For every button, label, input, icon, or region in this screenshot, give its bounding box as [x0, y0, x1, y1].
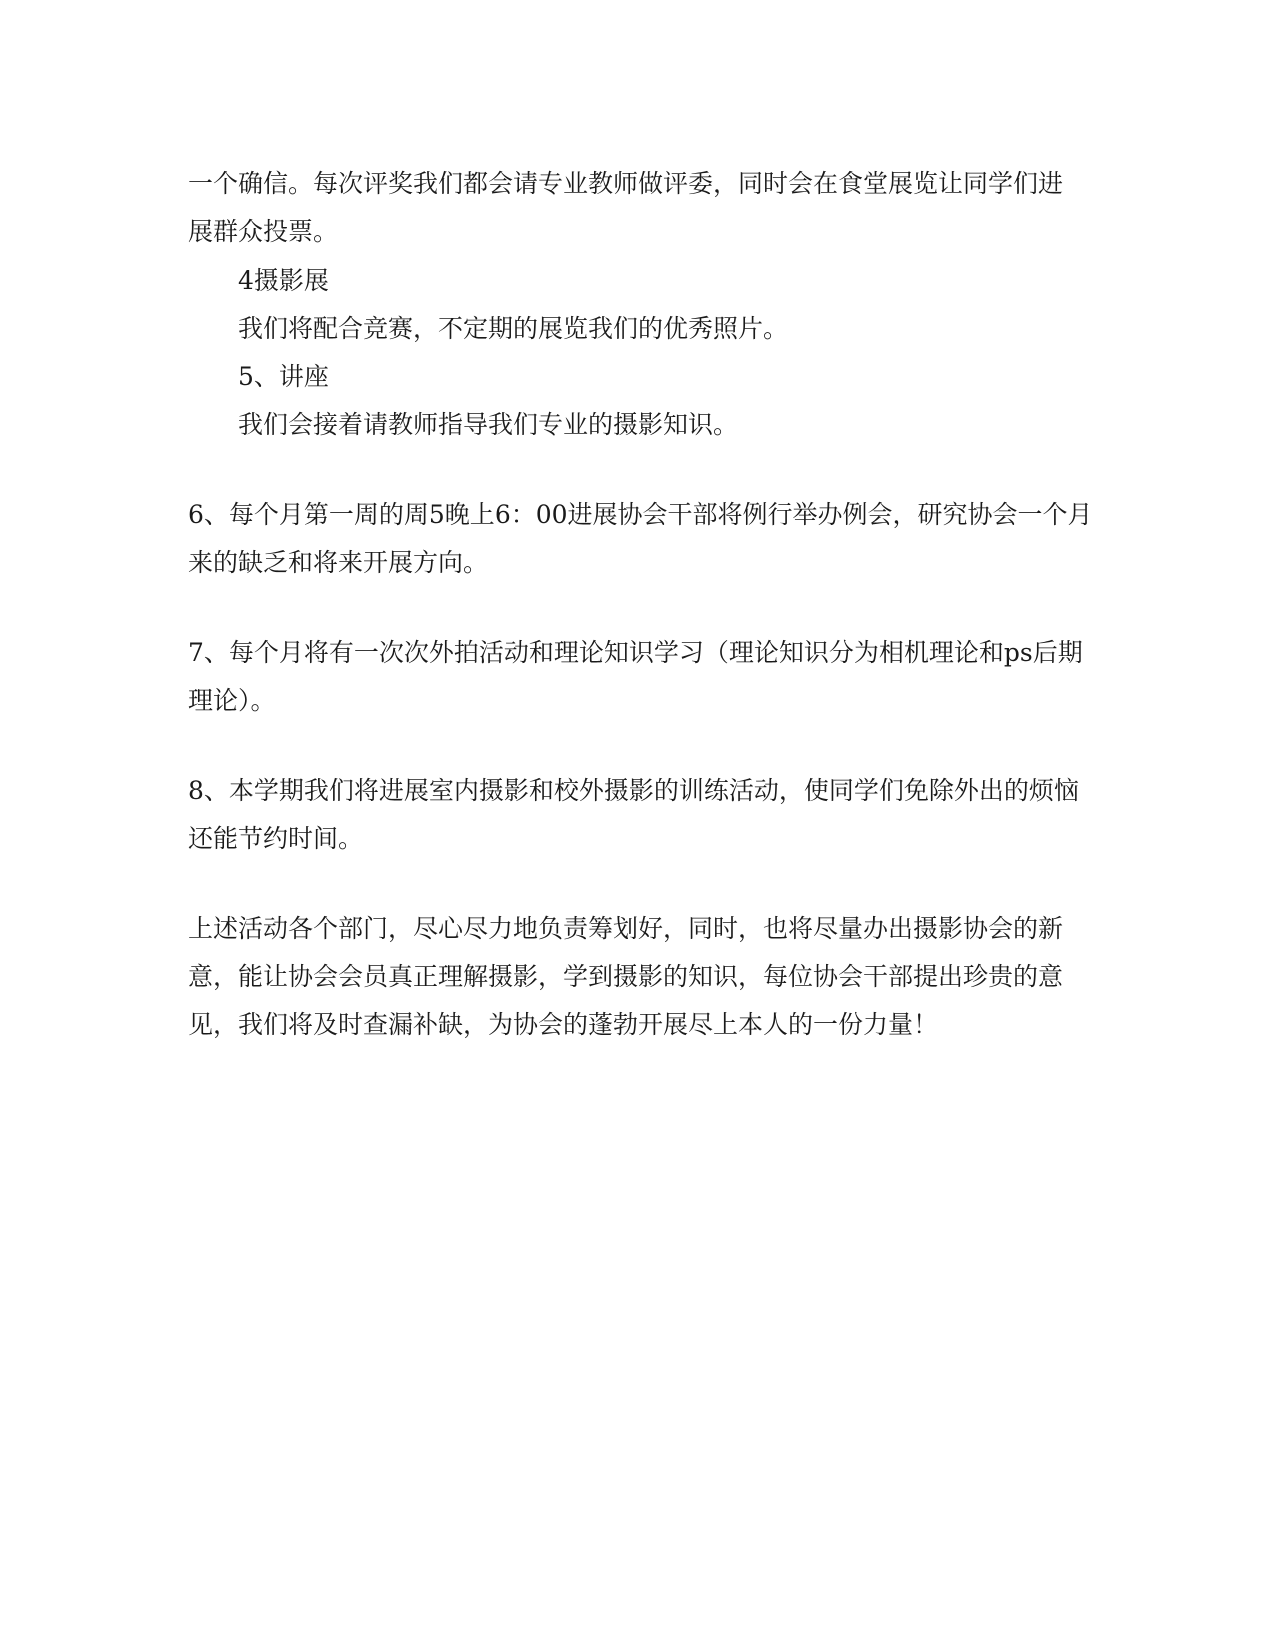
text-line: 我们将配合竞赛，不定期的展览我们的优秀照片。 [238, 314, 789, 343]
text-line: 6、每个月第一周的周5晚上6：00进展协会干部将例行举办例会，研究协会一个月 [188, 500, 1093, 529]
text-line: 7、每个月将有一次次外拍活动和理论知识学习（理论知识分为相机理论和ps后期 [188, 638, 1083, 667]
text-line: 一个确信。每次评奖我们都会请专业教师做评委，同时会在食堂展览让同学们进 [188, 169, 1064, 198]
text-line: 展群众投票。 [188, 217, 339, 246]
text-line: 还能节约时间。 [188, 824, 364, 853]
text-line: 理论）。 [188, 686, 276, 715]
section-heading: 4摄影展 [238, 266, 329, 295]
section-heading: 5、讲座 [238, 362, 329, 391]
text-line: 上述活动各个部门，尽心尽力地负责筹划好，同时，也将尽量办出摄影协会的新 [188, 914, 1064, 943]
text-line: 我们会接着请教师指导我们专业的摄影知识。 [238, 410, 739, 439]
text-line: 来的缺乏和将来开展方向。 [188, 548, 489, 577]
text-line: 意，能让协会会员真正理解摄影，学到摄影的知识，每位协会干部提出珍贵的意 [188, 962, 1064, 991]
text-line: 见，我们将及时查漏补缺，为协会的蓬勃开展尽上本人的一份力量！ [188, 1010, 939, 1039]
text-line: 8、本学期我们将进展室内摄影和校外摄影的训练活动，使同学们免除外出的烦恼 [188, 776, 1079, 805]
